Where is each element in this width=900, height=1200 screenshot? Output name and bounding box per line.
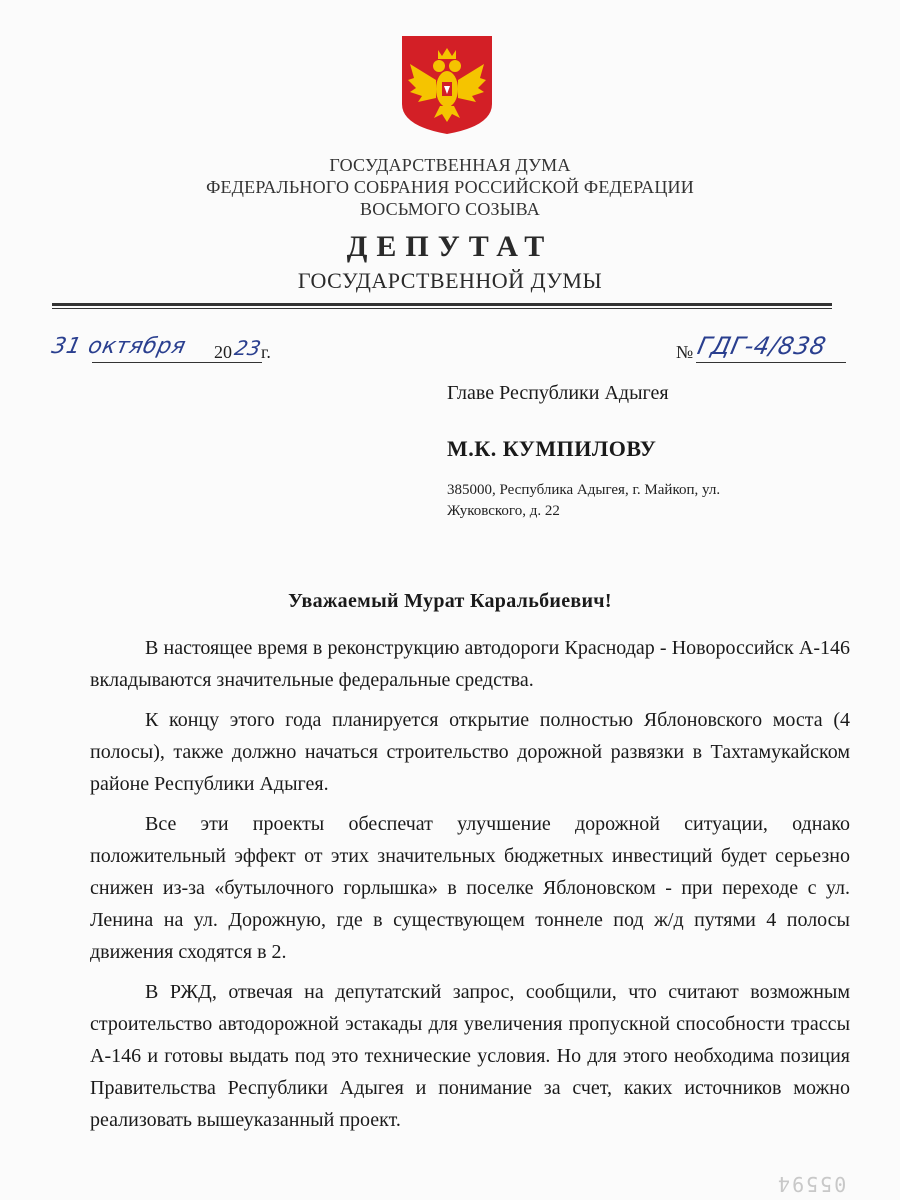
paragraph-3: Все эти проекты обеспечат улучшение дорожной ситуации, однако положительный эффект от этих значительных бюджетных инвестиций будет серьезно снижен из-за «бутылочного горлышка» в поселке Яблоновском - при переходе с ул. Ленина на ул. Дорожную, где в существующем тоннеле под ж/д путями 4 полосы движения сходятся в 2. (90, 813, 850, 963)
date-field (49, 334, 312, 368)
header-divider (52, 303, 832, 306)
date-underline (92, 362, 262, 363)
addressee-name: М.К. КУМПИЛОВУ (447, 436, 657, 461)
org-line-3: ВОСЬМОГО СОЗЫВА (360, 199, 540, 219)
year-handwritten: 23 (232, 336, 264, 360)
header-divider-thin (52, 308, 832, 309)
letter-body (90, 632, 850, 1144)
addressee-role: Главе Республики Адыгея (447, 382, 669, 404)
paragraph-4: В РЖД, отвечая на депутатский запрос, сообщили, что считают возможным строительство автодорожной эстакады для увеличения пропускной способности трассы А-146 и готовы выдать под это технические условия. Но для этого необходима позиция Правительства Республики Адыгея и понимание за счет, каких источников можно реализовать вышеуказанный проект. (90, 981, 850, 1131)
year-prefix: 20 (214, 342, 232, 362)
number-sign: № (676, 342, 694, 362)
letterhead-title: ДЕПУТАТ (346, 230, 554, 263)
year-suffix: г. (261, 342, 271, 362)
coat-of-arms-icon (400, 34, 494, 136)
number-handwritten: ГДГ-4/838 (695, 332, 829, 360)
number-underline (696, 362, 846, 363)
serial-stamp: 05594 (776, 1172, 847, 1196)
paragraph-1: В настоящее время в реконструкцию автодороги Краснодар - Новороссийск А-146 вкладываются значительные федеральные средства. (90, 637, 850, 691)
letterhead-subtitle: ГОСУДАРСТВЕННОЙ ДУМЫ (297, 268, 603, 293)
reference-number-field (676, 334, 866, 368)
salutation: Уважаемый Мурат Каральбиевич! (288, 590, 612, 612)
paragraph-2: К концу этого года планируется открытие полностью Яблоновского моста (4 полосы), также должно начаться строительство дорожной развязки в Тахтамукайском районе Республики Адыгея. (90, 709, 850, 795)
org-line-1: ГОСУДАРСТВЕННАЯ ДУМА (329, 155, 571, 175)
date-handwritten: 31 октября (49, 334, 189, 359)
addressee-postal-address: 385000, Республика Адыгея, г. Майкоп, ул. Жуковского, д. 22 (447, 482, 721, 519)
org-line-2: ФЕДЕРАЛЬНОГО СОБРАНИЯ РОССИЙСКОЙ ФЕДЕРАЦИИ (206, 177, 694, 197)
